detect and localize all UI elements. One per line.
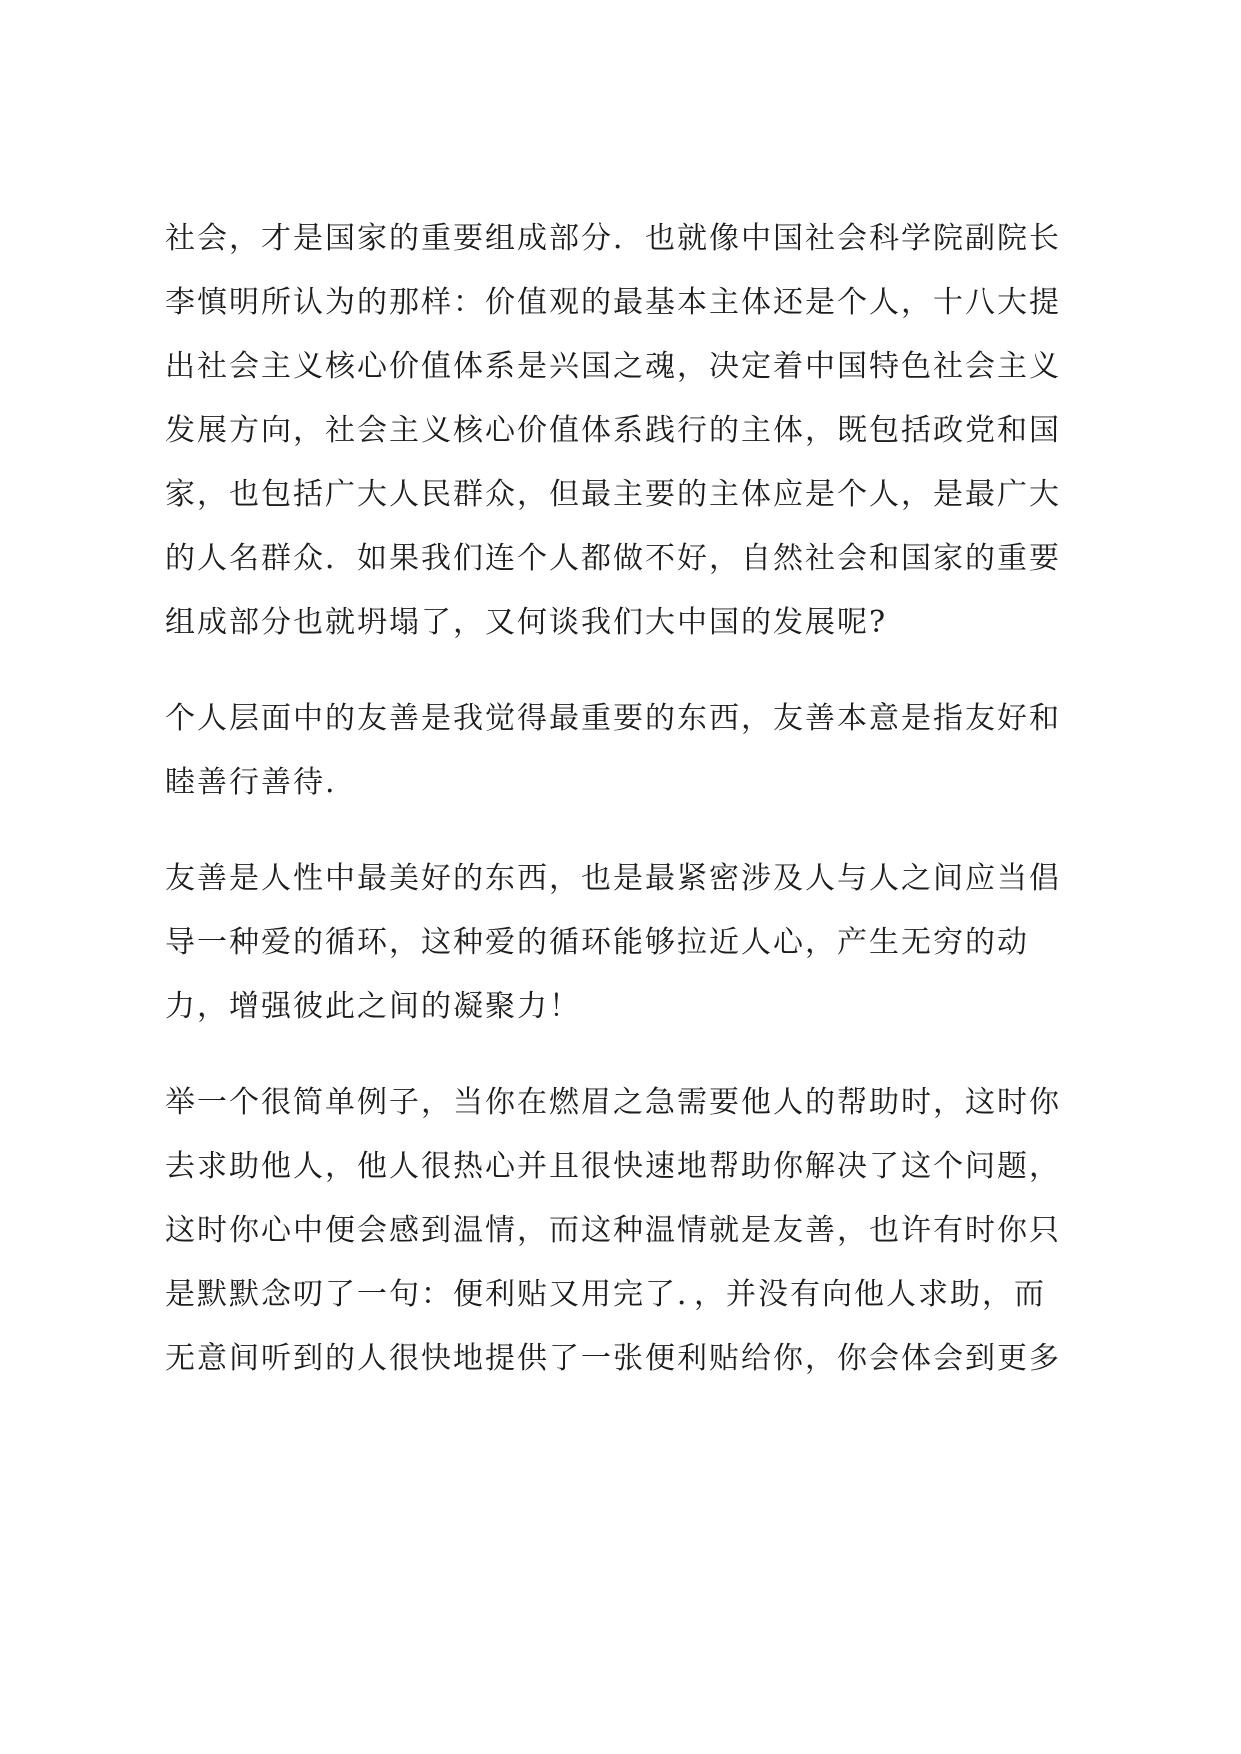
paragraph-line: 举一个很简单例子，当你在燃眉之急需要他人的帮助时，这时你 [165,1085,1061,1120]
paragraph-line: 组成部分也就坍塌了，又何谈我们大中国的发展呢? [165,605,888,640]
paragraph-line: 李慎明所认为的那样：价值观的最基本主体还是个人，十八大提 [165,285,1061,320]
paragraph-line: 这时你心中便会感到温情，而这种温情就是友善，也许有时你只 [165,1213,1061,1248]
paragraph-line: 家，也包括广大人民群众，但最主要的主体应是个人，是最广大 [165,477,1061,512]
paragraph-2 [165,701,1095,800]
paragraph-line: 力，增强彼此之间的凝聚力！ [165,989,581,1024]
paragraph-line: 导一种爱的循环，这种爱的循环能够拉近人心，产生无穷的动 [165,925,1029,960]
paragraph-line: 发展方向，社会主义核心价值体系践行的主体，既包括政党和国 [165,413,1061,448]
paragraph-1 [165,221,1095,640]
paragraph-line: 是默默念叨了一句：便利贴又用完了．，并没有向他人求助，而 [165,1277,1046,1312]
paragraph-line: 去求助他人，他人很热心并且很快速地帮助你解决了这个问题， [165,1149,1061,1184]
paragraph-line: 个人层面中的友善是我觉得最重要的东西，友善本意是指友好和 [165,701,1061,736]
paragraph-line: 出社会主义核心价值体系是兴国之魂，决定着中国特色社会主义 [165,349,1061,384]
paragraph-line: 友善是人性中最美好的东西，也是最紧密涉及人与人之间应当倡 [165,861,1061,896]
document-body [165,221,1095,1408]
paragraph-4 [165,1085,1095,1376]
paragraph-line: 的人名群众．如果我们连个人都做不好，自然社会和国家的重要 [165,541,1061,576]
paragraph-3 [165,861,1095,1024]
paragraph-line: 无意间听到的人很快地提供了一张便利贴给你，你会体会到更多 [165,1341,1061,1376]
paragraph-line: 睦善行善待. [165,765,337,800]
paragraph-line: 社会，才是国家的重要组成部分．也就像中国社会科学院副院长 [165,221,1061,256]
